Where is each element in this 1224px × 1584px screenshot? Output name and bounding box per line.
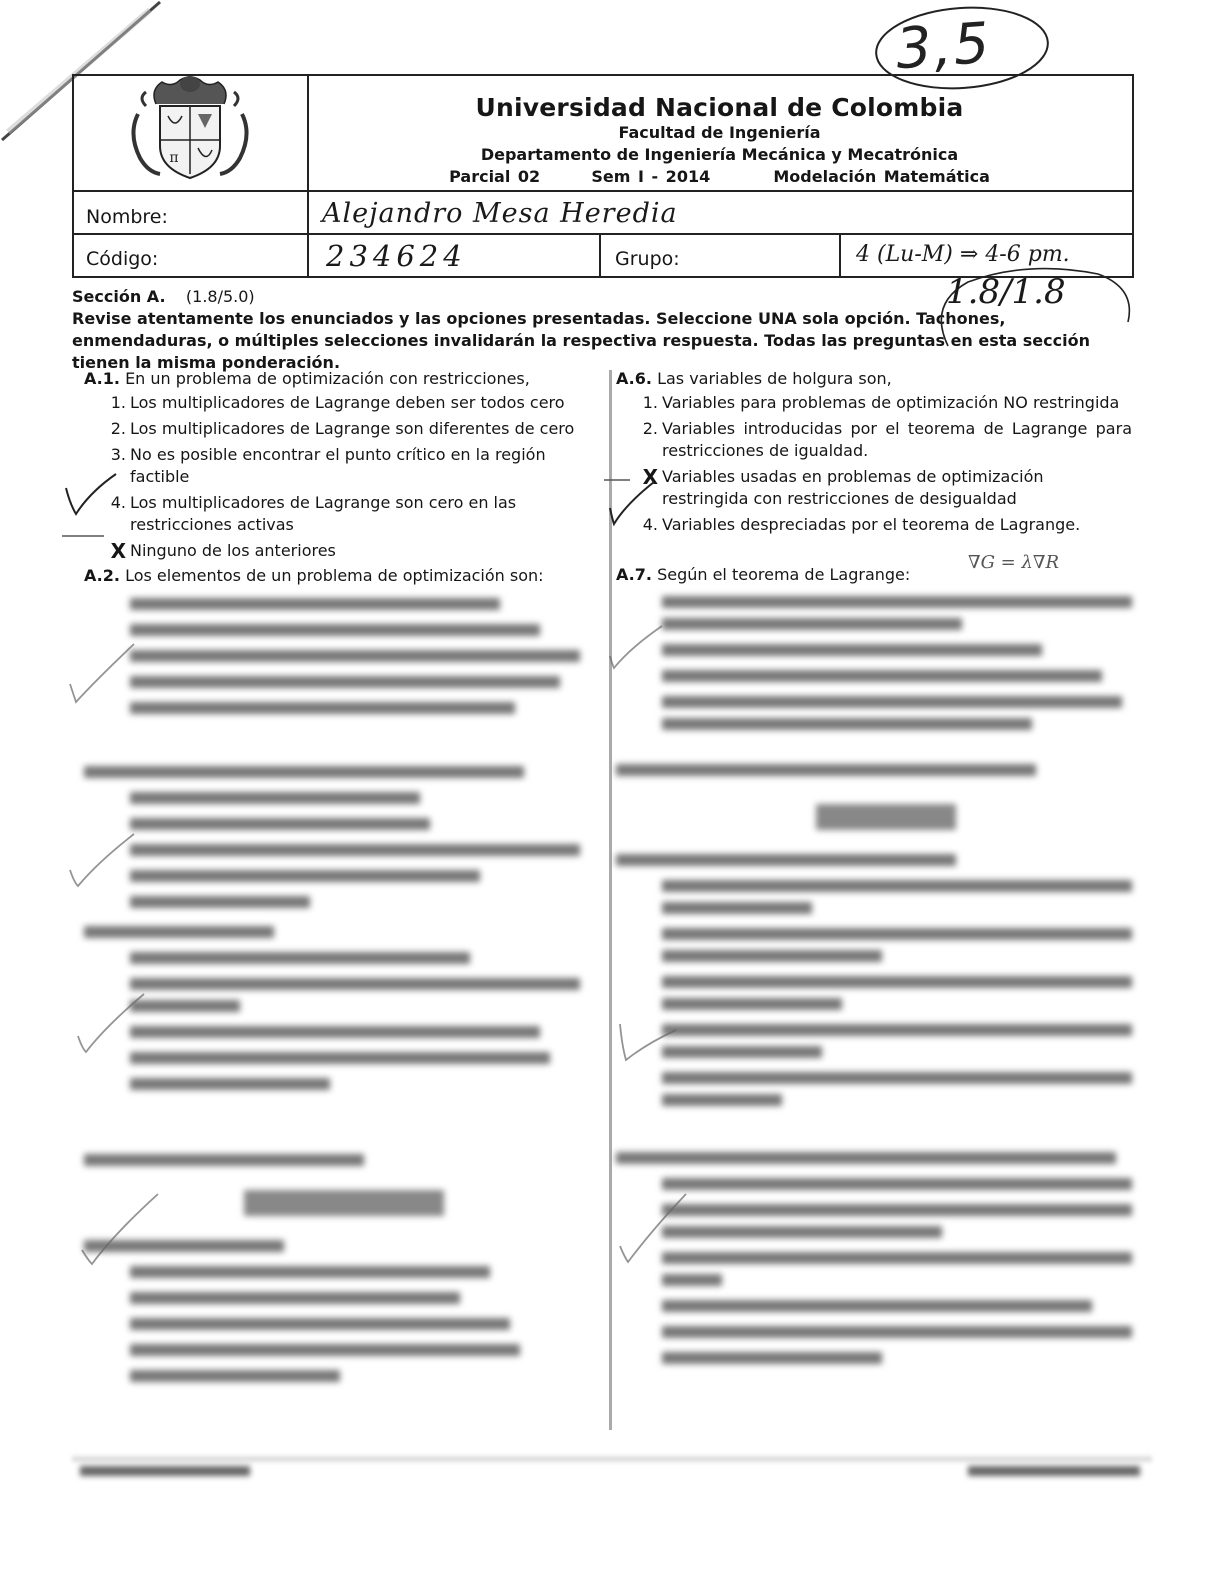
question-text: Los elementos de un problema de optimización son: — [125, 566, 544, 585]
section-title: Sección A. — [72, 287, 166, 306]
faculty-name: Facultad de Ingeniería — [618, 123, 821, 142]
footer-rule — [72, 1456, 1152, 1462]
check-mark-icon — [62, 640, 142, 710]
option-a6-2: 2. Variables introducidas por el teorema de Lagrange para restricciones de igualdad. — [642, 419, 1132, 460]
question-number: A.1. — [84, 369, 120, 388]
label-column-divider — [307, 190, 309, 278]
option-a6-4: 4. Variables despreciadas por el teorema de Lagrange. — [642, 515, 1081, 534]
option-a1-5: X Ninguno de los anteriores — [84, 540, 600, 562]
blurred-question-a8 — [616, 760, 1136, 1120]
university-seal-icon — [74, 76, 307, 192]
check-mark-icon — [74, 1190, 164, 1270]
option-a1-1: 1. Los multiplicadores de Lagrange deben ser todos cero — [110, 393, 565, 412]
section-instructions: Revise atentamente los enunciados y las opciones presentadas. Seleccione UNA sola opción. Tachones, enmendaduras, o múltiples selecciones invalidarán la respectiva respuesta. Todas las preguntas en esta sección tienen la misma ponderación. — [72, 309, 1090, 372]
header-divider — [74, 190, 1132, 192]
check-mark-icon — [62, 830, 142, 890]
section-grade-handwritten: 1.8/1.8 — [946, 272, 1066, 312]
logo-cell — [74, 76, 309, 192]
name-row-divider — [74, 233, 1132, 235]
question-text: Según el teorema de Lagrange: — [657, 565, 911, 584]
check-mark-icon — [612, 1190, 692, 1270]
name-label: Nombre: — [86, 206, 168, 228]
blurred-options-a2 — [130, 592, 590, 728]
footer-left — [80, 1466, 250, 1476]
question-text: En un problema de optimización con restricciones, — [125, 369, 530, 388]
blurred-question-a9 — [616, 1148, 1136, 1378]
student-name-handwritten: Alejandro Mesa Heredia — [322, 198, 678, 229]
semester: Sem I - 2014 — [591, 167, 711, 186]
check-mark-icon — [612, 1010, 682, 1070]
question-a1 — [84, 368, 600, 566]
footer-right — [968, 1466, 1140, 1476]
option-a6-1: 1. Variables para problemas de optimización NO restringida — [642, 393, 1120, 412]
blurred-options-a7 — [616, 592, 1136, 744]
blurred-question-a5 — [84, 1150, 604, 1396]
group-label: Grupo: — [615, 248, 680, 270]
question-a2 — [84, 565, 600, 587]
exam-info-row — [307, 166, 1132, 188]
department-name: Departamento de Ingeniería Mecánica y Mecatrónica — [480, 145, 959, 164]
check-mark-icon — [60, 470, 120, 520]
cross-mark: X — [110, 539, 126, 563]
check-mark-icon — [600, 470, 660, 530]
group-value-divider — [839, 233, 841, 278]
dash-mark-icon — [58, 528, 118, 544]
total-grade: 3,5 — [893, 10, 994, 83]
exam-name: Parcial 02 — [449, 167, 541, 186]
check-mark-icon — [70, 990, 150, 1060]
svg-text:π: π — [169, 150, 179, 166]
section-score: (1.8/5.0) — [185, 287, 255, 306]
code-group-divider — [599, 233, 601, 278]
course-name: Modelación Matemática — [773, 167, 990, 186]
group-handwritten: 4 (Lu-M) ⇒ 4-6 pm. — [856, 242, 1070, 267]
blurred-question-a4 — [84, 922, 604, 1104]
title-cell — [307, 76, 1132, 192]
handwritten-note-gradient: ∇G = λ∇R — [968, 552, 1060, 573]
question-number: A.6. — [616, 369, 652, 388]
question-number: A.2. — [84, 566, 120, 585]
blurred-question-a3 — [84, 762, 604, 922]
option-a6-3: X Variables usadas en problemas de optimización restringida con restricciones de desigualdad — [616, 466, 1132, 510]
question-a6 — [616, 368, 1132, 540]
check-mark-icon — [600, 618, 670, 678]
option-a1-4: 4. Los multiplicadores de Lagrange son cero en las restricciones activas — [110, 493, 517, 534]
option-a1-2: 2. Los multiplicadores de Lagrange son diferentes de cero — [110, 419, 575, 438]
student-code-handwritten: 234624 — [326, 239, 467, 273]
option-a1-3: 3. No es posible encontrar el punto crítico en la región factible — [110, 445, 546, 486]
code-label: Código: — [86, 248, 159, 270]
question-number: A.7. — [616, 565, 652, 584]
university-name: Universidad Nacional de Colombia — [475, 93, 964, 122]
cross-mark: X — [642, 465, 658, 489]
question-text: Las variables de holgura son, — [657, 369, 892, 388]
exam-header — [72, 74, 1134, 278]
